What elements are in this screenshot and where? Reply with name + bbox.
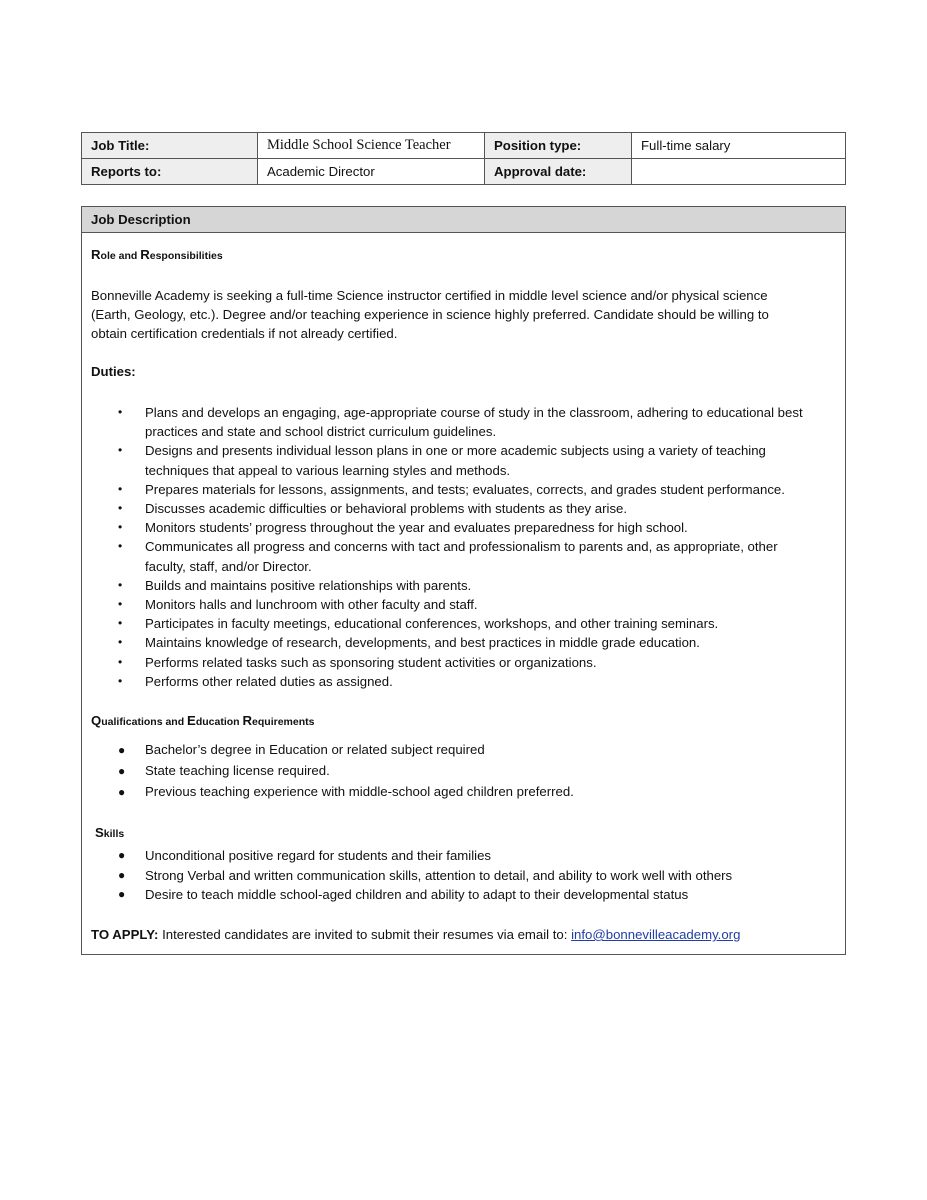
bullet-icon: • (118, 481, 123, 496)
qualifications-heading: Qualifications and Education Requirements (91, 713, 315, 728)
list-item: • Maintains knowledge of research, developments, and best practices in middle grade education. (82, 633, 803, 652)
bullet-icon: • (118, 673, 123, 688)
role-line: (Earth, Geology, etc.). Degree and/or teaching experience in science highly preferred. Candidate should be willing to (91, 307, 769, 322)
reports-to-label: Reports to: (82, 159, 258, 185)
bullet-icon: • (118, 654, 123, 669)
position-type-value: Full-time salary (632, 133, 846, 159)
list-item: • Discusses academic difficulties or behavioral problems with students as they arise. (82, 499, 803, 518)
apply-email-link[interactable]: info@bonnevilleacademy.org (571, 927, 741, 942)
duties-label: Duties: (91, 364, 136, 379)
approval-date-value (632, 159, 846, 185)
list-item: • Prepares materials for lessons, assignments, and tests; evaluates, corrects, and grades student performance. (82, 480, 803, 499)
list-item: • Monitors halls and lunchroom with other faculty and staff. (82, 595, 803, 614)
job-title-label: Job Title: (82, 133, 258, 159)
job-header-table (81, 132, 846, 185)
apply-label: TO APPLY: (91, 927, 159, 942)
apply-line (91, 927, 740, 942)
list-item: ● Previous teaching experience with middle-school aged children preferred. (82, 782, 574, 803)
role-paragraph (91, 286, 769, 343)
role-line: obtain certification credentials if not already certified. (91, 326, 398, 341)
job-description-header: Job Description (82, 207, 845, 233)
apply-text: Interested candidates are invited to submit their resumes via email to: (158, 927, 572, 942)
list-item: • Performs related tasks such as sponsoring student activities or organizations. (82, 653, 803, 672)
bullet-icon: ● (118, 743, 126, 757)
bullet-icon: • (118, 577, 123, 592)
bullet-icon: • (118, 443, 123, 458)
bullet-icon: ● (118, 887, 126, 902)
list-item: • Designs and presents individual lesson plans in one or more academic subjects using a variety of teaching techniques that appeal to various learning styles and methods. (118, 443, 766, 478)
qualifications-list (82, 740, 574, 802)
bullet-icon: ● (118, 848, 126, 862)
role-line: Bonneville Academy is seeking a full-time Science instructor certified in middle level science and/or physical science (91, 288, 768, 303)
bullet-icon: • (118, 539, 123, 554)
duties-list (82, 403, 803, 691)
approval-date-label: Approval date: (485, 159, 632, 185)
list-item: • Participates in faculty meetings, educational conferences, workshops, and other training seminars. (82, 614, 803, 633)
list-item: ● State teaching license required. (82, 761, 574, 782)
bullet-icon: ● (118, 867, 126, 882)
role-heading: Role and Responsibilities (91, 247, 223, 262)
job-title-value: Middle School Science Teacher (258, 133, 485, 159)
list-item: ● Bachelor’s degree in Education or related subject required (82, 740, 574, 761)
reports-to-value: Academic Director (258, 159, 485, 185)
list-item: • Communicates all progress and concerns with tact and professionalism to parents and, as appropriate, other faculty, staff, and/or Director. (118, 539, 778, 574)
list-item: • Monitors students’ progress throughout the year and evaluates preparedness for high school. (82, 518, 803, 537)
bullet-icon: • (118, 501, 123, 516)
job-description-box (81, 206, 846, 955)
list-item: • Plans and develops an engaging, age-appropriate course of study in the classroom, adhering to educational best practices and state and school district curriculum guidelines. (118, 405, 803, 440)
skills-list (82, 846, 732, 905)
bullet-icon: • (118, 616, 123, 631)
bullet-icon: ● (118, 784, 126, 799)
list-item: • Performs other related duties as assigned. (82, 672, 803, 691)
bullet-icon: • (118, 520, 123, 535)
bullet-icon: • (118, 635, 123, 650)
bullet-icon: • (118, 597, 123, 612)
list-item: ● Desire to teach middle school-aged children and ability to adapt to their developmental status (82, 885, 732, 905)
list-item: • Builds and maintains positive relationships with parents. (82, 576, 803, 595)
bullet-icon: • (118, 405, 123, 419)
bullet-icon: ● (118, 763, 126, 778)
list-item: ● Strong Verbal and written communication skills, attention to detail, and ability to work well with others (82, 866, 732, 886)
skills-heading: Skills (95, 825, 125, 840)
list-item: ● Unconditional positive regard for students and their families (82, 846, 732, 866)
position-type-label: Position type: (485, 133, 632, 159)
